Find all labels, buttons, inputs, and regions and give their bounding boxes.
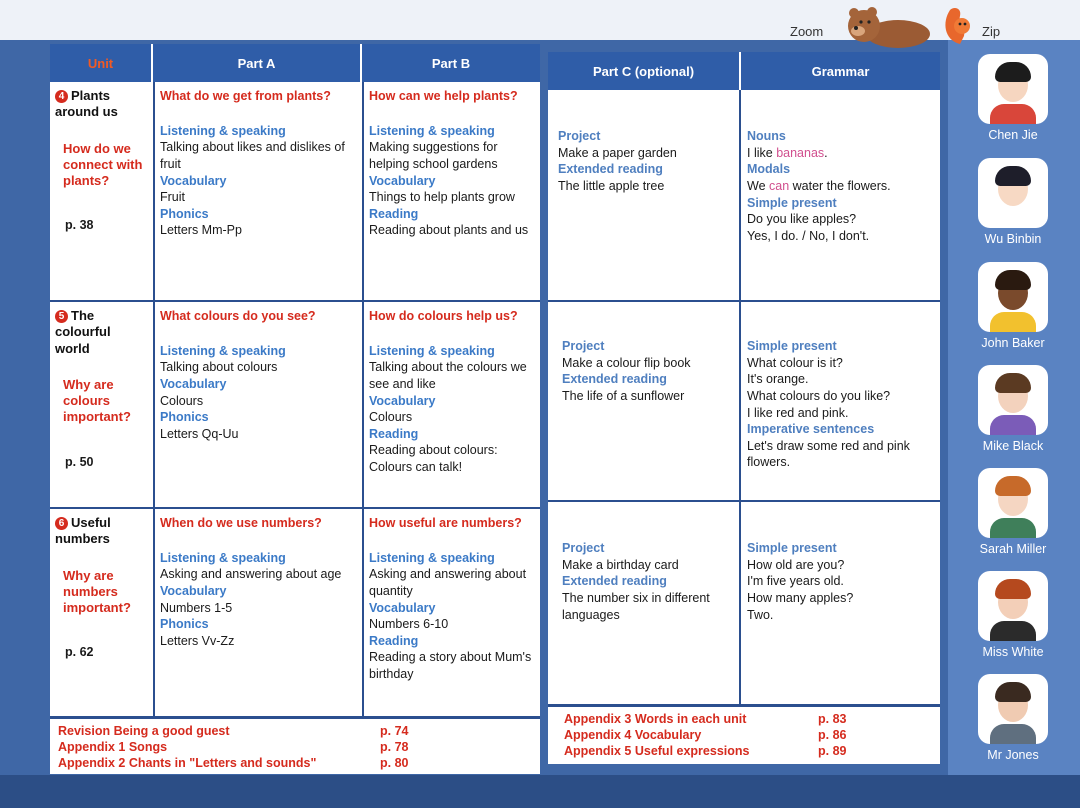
unit-4-part-a: [155, 82, 364, 300]
character-card: [977, 365, 1049, 453]
avatar-body: [990, 104, 1036, 124]
appendix-item[interactable]: Appendix 2 Chants in "Letters and sounds" p. 80: [58, 756, 409, 770]
extended-reading-text: The life of a sunflower: [562, 388, 685, 403]
unit-4-info: [50, 82, 155, 300]
unit-page: p. 62: [65, 645, 94, 660]
grammar-example: Let's draw some red and pink flowers.: [747, 438, 910, 470]
unit-6-grammar: [741, 502, 940, 704]
contents-left-page: [50, 44, 540, 774]
unit-6-part-c: [548, 502, 741, 704]
appendix-list-right: [548, 704, 940, 764]
part-b-question: How useful are numbers?: [369, 516, 522, 530]
listening-text: Making suggestions for helping school gardens: [369, 140, 498, 171]
character-name: Sarah Miller: [979, 542, 1047, 556]
vocabulary-label: Vocabulary: [160, 173, 227, 188]
listening-text: Talking about likes and dislikes of fruit: [160, 140, 345, 171]
bear-mascot-icon: [836, 4, 934, 48]
character-name: Miss White: [982, 645, 1044, 659]
listening-label: Listening & speaking: [369, 343, 495, 358]
reading-label: Reading: [369, 206, 419, 221]
grammar-label: Simple present: [747, 541, 837, 555]
unit-5-grammar: [741, 302, 940, 500]
vocabulary-label: Vocabulary: [369, 173, 436, 188]
character-card: [977, 674, 1049, 762]
project-text: Make a birthday card: [562, 557, 679, 572]
reading-text: Reading about colours: Colours can talk!: [369, 443, 498, 474]
avatar-hair: [995, 270, 1031, 290]
grammar-example: I like red and pink.: [747, 405, 849, 420]
character-card: [977, 571, 1049, 659]
project-label: Project: [558, 129, 601, 143]
listening-label: Listening & speaking: [160, 343, 286, 358]
vocabulary-label: Vocabulary: [160, 583, 227, 598]
unit-big-question: Why are colours important?: [63, 376, 131, 425]
unit-5-part-a: [155, 302, 364, 507]
avatar: [978, 571, 1048, 641]
vocabulary-text: Colours: [160, 393, 204, 408]
phonics-text: Letters Qq-Uu: [160, 426, 239, 441]
unit-6-part-b: [364, 509, 540, 716]
grammar-example: What colour is it?: [747, 355, 843, 370]
unit-big-question: Why are numbers important?: [63, 567, 131, 615]
extended-reading-label: Extended reading: [558, 162, 663, 177]
unit-page: p. 50: [65, 454, 94, 469]
unit-5-row-left: [50, 302, 540, 509]
grammar-label: Imperative sentences: [747, 422, 875, 437]
avatar-body: [990, 208, 1036, 228]
contents-right-page: [548, 52, 940, 764]
grammar-example: Do you like apples?: [747, 212, 857, 227]
listening-label: Listening & speaking: [369, 123, 495, 138]
avatar: [978, 468, 1048, 538]
grammar-label: Simple present: [747, 339, 837, 353]
avatar: [978, 262, 1048, 332]
character-name: Mike Black: [982, 439, 1044, 453]
header-unit: Unit: [50, 44, 153, 82]
character-name: Chen Jie: [988, 128, 1038, 142]
avatar-body: [990, 621, 1036, 641]
phonics-text: Letters Mm-Pp: [160, 223, 242, 238]
avatar: [978, 54, 1048, 124]
project-text: Make a colour flip book: [562, 355, 691, 370]
listening-text: Asking and answering about quantity: [369, 567, 527, 598]
listening-text: Talking about the colours we see and like: [369, 360, 527, 391]
header-grammar: Grammar: [741, 52, 940, 90]
listening-label: Listening & speaking: [160, 550, 286, 565]
avatar: [978, 158, 1048, 228]
grammar-label: Modals: [747, 162, 791, 177]
listening-text: Asking and answering about age: [160, 567, 342, 582]
header-part-a: Part A: [153, 44, 362, 82]
unit-number-badge: 6: [55, 517, 68, 530]
unit-title: Plants around us: [55, 88, 118, 120]
appendix-item[interactable]: Revision Being a good guest p. 74: [58, 724, 409, 738]
grammar-example: I'm five years old.: [747, 574, 844, 589]
character-card: [977, 468, 1049, 556]
mascot-label-zoom: Zoom: [790, 24, 824, 39]
avatar-body: [990, 312, 1036, 332]
unit-5-part-b: [364, 302, 540, 507]
listening-label: Listening & speaking: [160, 123, 286, 138]
grammar-example: I like bananas.: [747, 145, 828, 160]
vocabulary-text: Numbers 1-5: [160, 600, 233, 615]
reading-text: Reading a story about Mum's birthday: [369, 650, 532, 681]
mascot-label-zip: Zip: [982, 24, 1001, 39]
avatar-hair: [995, 476, 1031, 496]
avatar: [978, 365, 1048, 435]
unit-4-grammar: [741, 90, 940, 300]
avatar: [978, 674, 1048, 744]
vocabulary-label: Vocabulary: [369, 393, 436, 408]
project-label: Project: [562, 339, 605, 353]
phonics-label: Phonics: [160, 410, 209, 425]
extended-reading-label: Extended reading: [562, 574, 667, 589]
unit-6-row-right: [548, 502, 940, 704]
unit-page: p. 38: [65, 218, 94, 233]
appendix-item[interactable]: Appendix 5 Useful expressions p. 89: [564, 744, 847, 758]
appendix-item[interactable]: Appendix 3 Words in each unit p. 83: [564, 712, 847, 726]
unit-4-part-c: [548, 90, 741, 300]
header-part-b: Part B: [362, 44, 540, 82]
part-a-question: What colours do you see?: [160, 309, 316, 323]
vocabulary-text: Fruit: [160, 190, 185, 205]
appendix-item[interactable]: Appendix 4 Vocabulary p. 86: [564, 728, 847, 742]
unit-5-part-c: [548, 302, 741, 500]
unit-5-row-right: [548, 302, 940, 502]
unit-5-info: [50, 302, 155, 507]
grammar-example: We can water the flowers.: [747, 178, 891, 193]
unit-4-part-b: [364, 82, 540, 300]
header-part-c: Part C (optional): [548, 52, 741, 90]
character-name: Wu Binbin: [984, 232, 1042, 246]
project-label: Project: [562, 541, 605, 555]
background-bottom: [0, 775, 1080, 808]
grammar-label: Simple present: [747, 195, 837, 210]
squirrel-mascot-icon: [940, 4, 974, 46]
vocabulary-label: Vocabulary: [160, 376, 227, 391]
vocabulary-text: Things to help plants grow: [369, 190, 515, 205]
extended-reading-text: The number six in different languages: [562, 590, 710, 622]
extended-reading-label: Extended reading: [562, 372, 667, 387]
character-card: [977, 158, 1049, 246]
avatar-body: [990, 518, 1036, 538]
listening-label: Listening & speaking: [369, 550, 495, 565]
unit-title: Useful numbers: [55, 515, 111, 547]
part-b-question: How can we help plants?: [369, 89, 518, 103]
project-text: Make a paper garden: [558, 145, 677, 160]
unit-6-row-left: [50, 509, 540, 716]
vocabulary-label: Vocabulary: [369, 600, 436, 615]
grammar-example: How many apples?: [747, 590, 854, 605]
character-name: John Baker: [981, 336, 1045, 350]
unit-6-info: [50, 509, 155, 716]
appendix-item[interactable]: Appendix 1 Songs p. 78: [58, 740, 409, 754]
vocabulary-text: Colours: [369, 410, 413, 425]
grammar-example: How old are you?: [747, 557, 845, 572]
reading-text: Reading about plants and us: [369, 223, 529, 238]
appendix-list-left: [50, 716, 540, 774]
unit-number-badge: 5: [55, 310, 68, 323]
grammar-example: Two.: [747, 607, 774, 622]
character-card: [977, 262, 1049, 350]
grammar-example: Yes, I do. / No, I don't.: [747, 228, 870, 243]
phonics-label: Phonics: [160, 206, 209, 221]
reading-label: Reading: [369, 426, 419, 441]
phonics-label: Phonics: [160, 617, 209, 632]
avatar-body: [990, 724, 1036, 744]
grammar-example: What colours do you like?: [747, 388, 891, 403]
part-a-question: What do we get from plants?: [160, 89, 331, 103]
unit-title: The colourful world: [55, 308, 111, 356]
avatar-hair: [995, 62, 1031, 82]
character-name: Mr Jones: [987, 748, 1039, 762]
unit-4-row-left: [50, 82, 540, 302]
avatar-hair: [995, 682, 1031, 702]
avatar-body: [990, 415, 1036, 435]
avatar-hair: [995, 579, 1031, 599]
reading-label: Reading: [369, 633, 419, 648]
table-header-right: [548, 52, 940, 90]
avatar-hair: [995, 166, 1031, 186]
table-header-left: [50, 44, 540, 82]
unit-6-part-a: [155, 509, 364, 716]
unit-big-question: How do we connect with plants?: [63, 140, 143, 188]
grammar-label: Nouns: [747, 129, 786, 143]
vocabulary-text: Numbers 6-10: [369, 617, 449, 632]
avatar-hair: [995, 373, 1031, 393]
grammar-example: It's orange.: [747, 372, 809, 387]
unit-number-badge: 4: [55, 90, 68, 103]
character-card: [977, 54, 1049, 142]
part-a-question: When do we use numbers?: [160, 516, 322, 530]
part-b-question: How do colours help us?: [369, 309, 518, 323]
listening-text: Talking about colours: [160, 360, 278, 375]
phonics-text: Letters Vv-Zz: [160, 633, 235, 648]
unit-4-row-right: [548, 90, 940, 302]
extended-reading-text: The little apple tree: [558, 178, 665, 193]
